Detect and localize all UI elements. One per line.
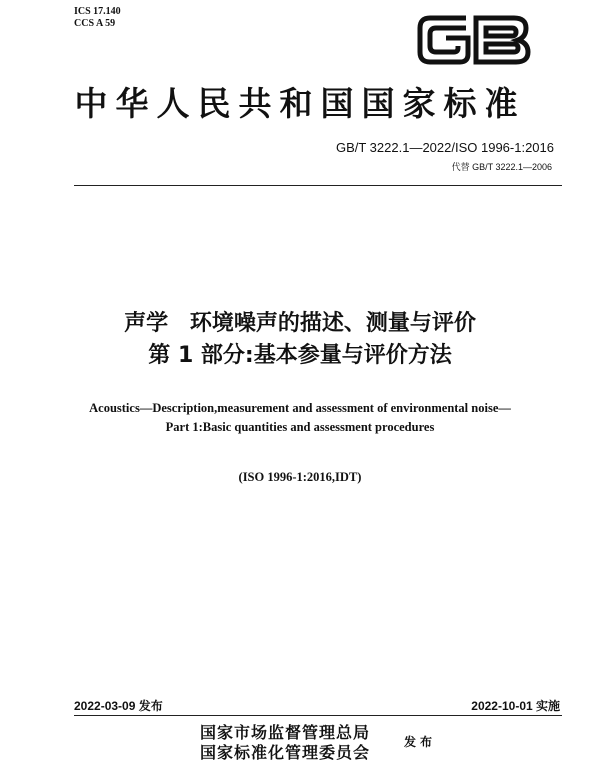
title-chinese-line-1: 声学 环境噪声的描述、测量与评价	[124, 311, 476, 336]
standard-number: GB/T 3222.1—2022/ISO 1996-1:2016	[335, 140, 554, 155]
classification-codes	[74, 6, 121, 30]
issue-label: 发布	[404, 735, 437, 749]
replaces-standard: 代替 GB/T 3222.1—2006	[451, 162, 552, 172]
iso-equivalence: (ISO 1996-1:2016,IDT)	[238, 470, 362, 484]
footer-divider	[74, 715, 562, 716]
implementation-date: 2022-10-01 实施	[471, 699, 560, 713]
issue-date: 2022-03-09 发布	[74, 699, 163, 713]
title-chinese-line-2: 第 1 部分:基本参量与评价方法	[148, 343, 452, 368]
ccs-code: CCS A 59	[74, 18, 116, 29]
issuer-sac: 国家标准化管理委员会	[200, 743, 371, 762]
gb-logo-icon	[414, 10, 532, 70]
ics-code: ICS 17.140	[74, 6, 121, 17]
issuing-authorities	[200, 723, 370, 763]
title-english-line-1: Acoustics—Description,measurement and assessment of environmental noise—	[89, 401, 511, 415]
issuer-samr: 国家市场监督管理总局	[200, 723, 371, 742]
header-divider	[74, 185, 562, 186]
title-english-line-2: Part 1:Basic quantities and assessment procedures	[165, 420, 435, 434]
national-standard-title: 中华人民共和国国家标准	[74, 84, 526, 123]
